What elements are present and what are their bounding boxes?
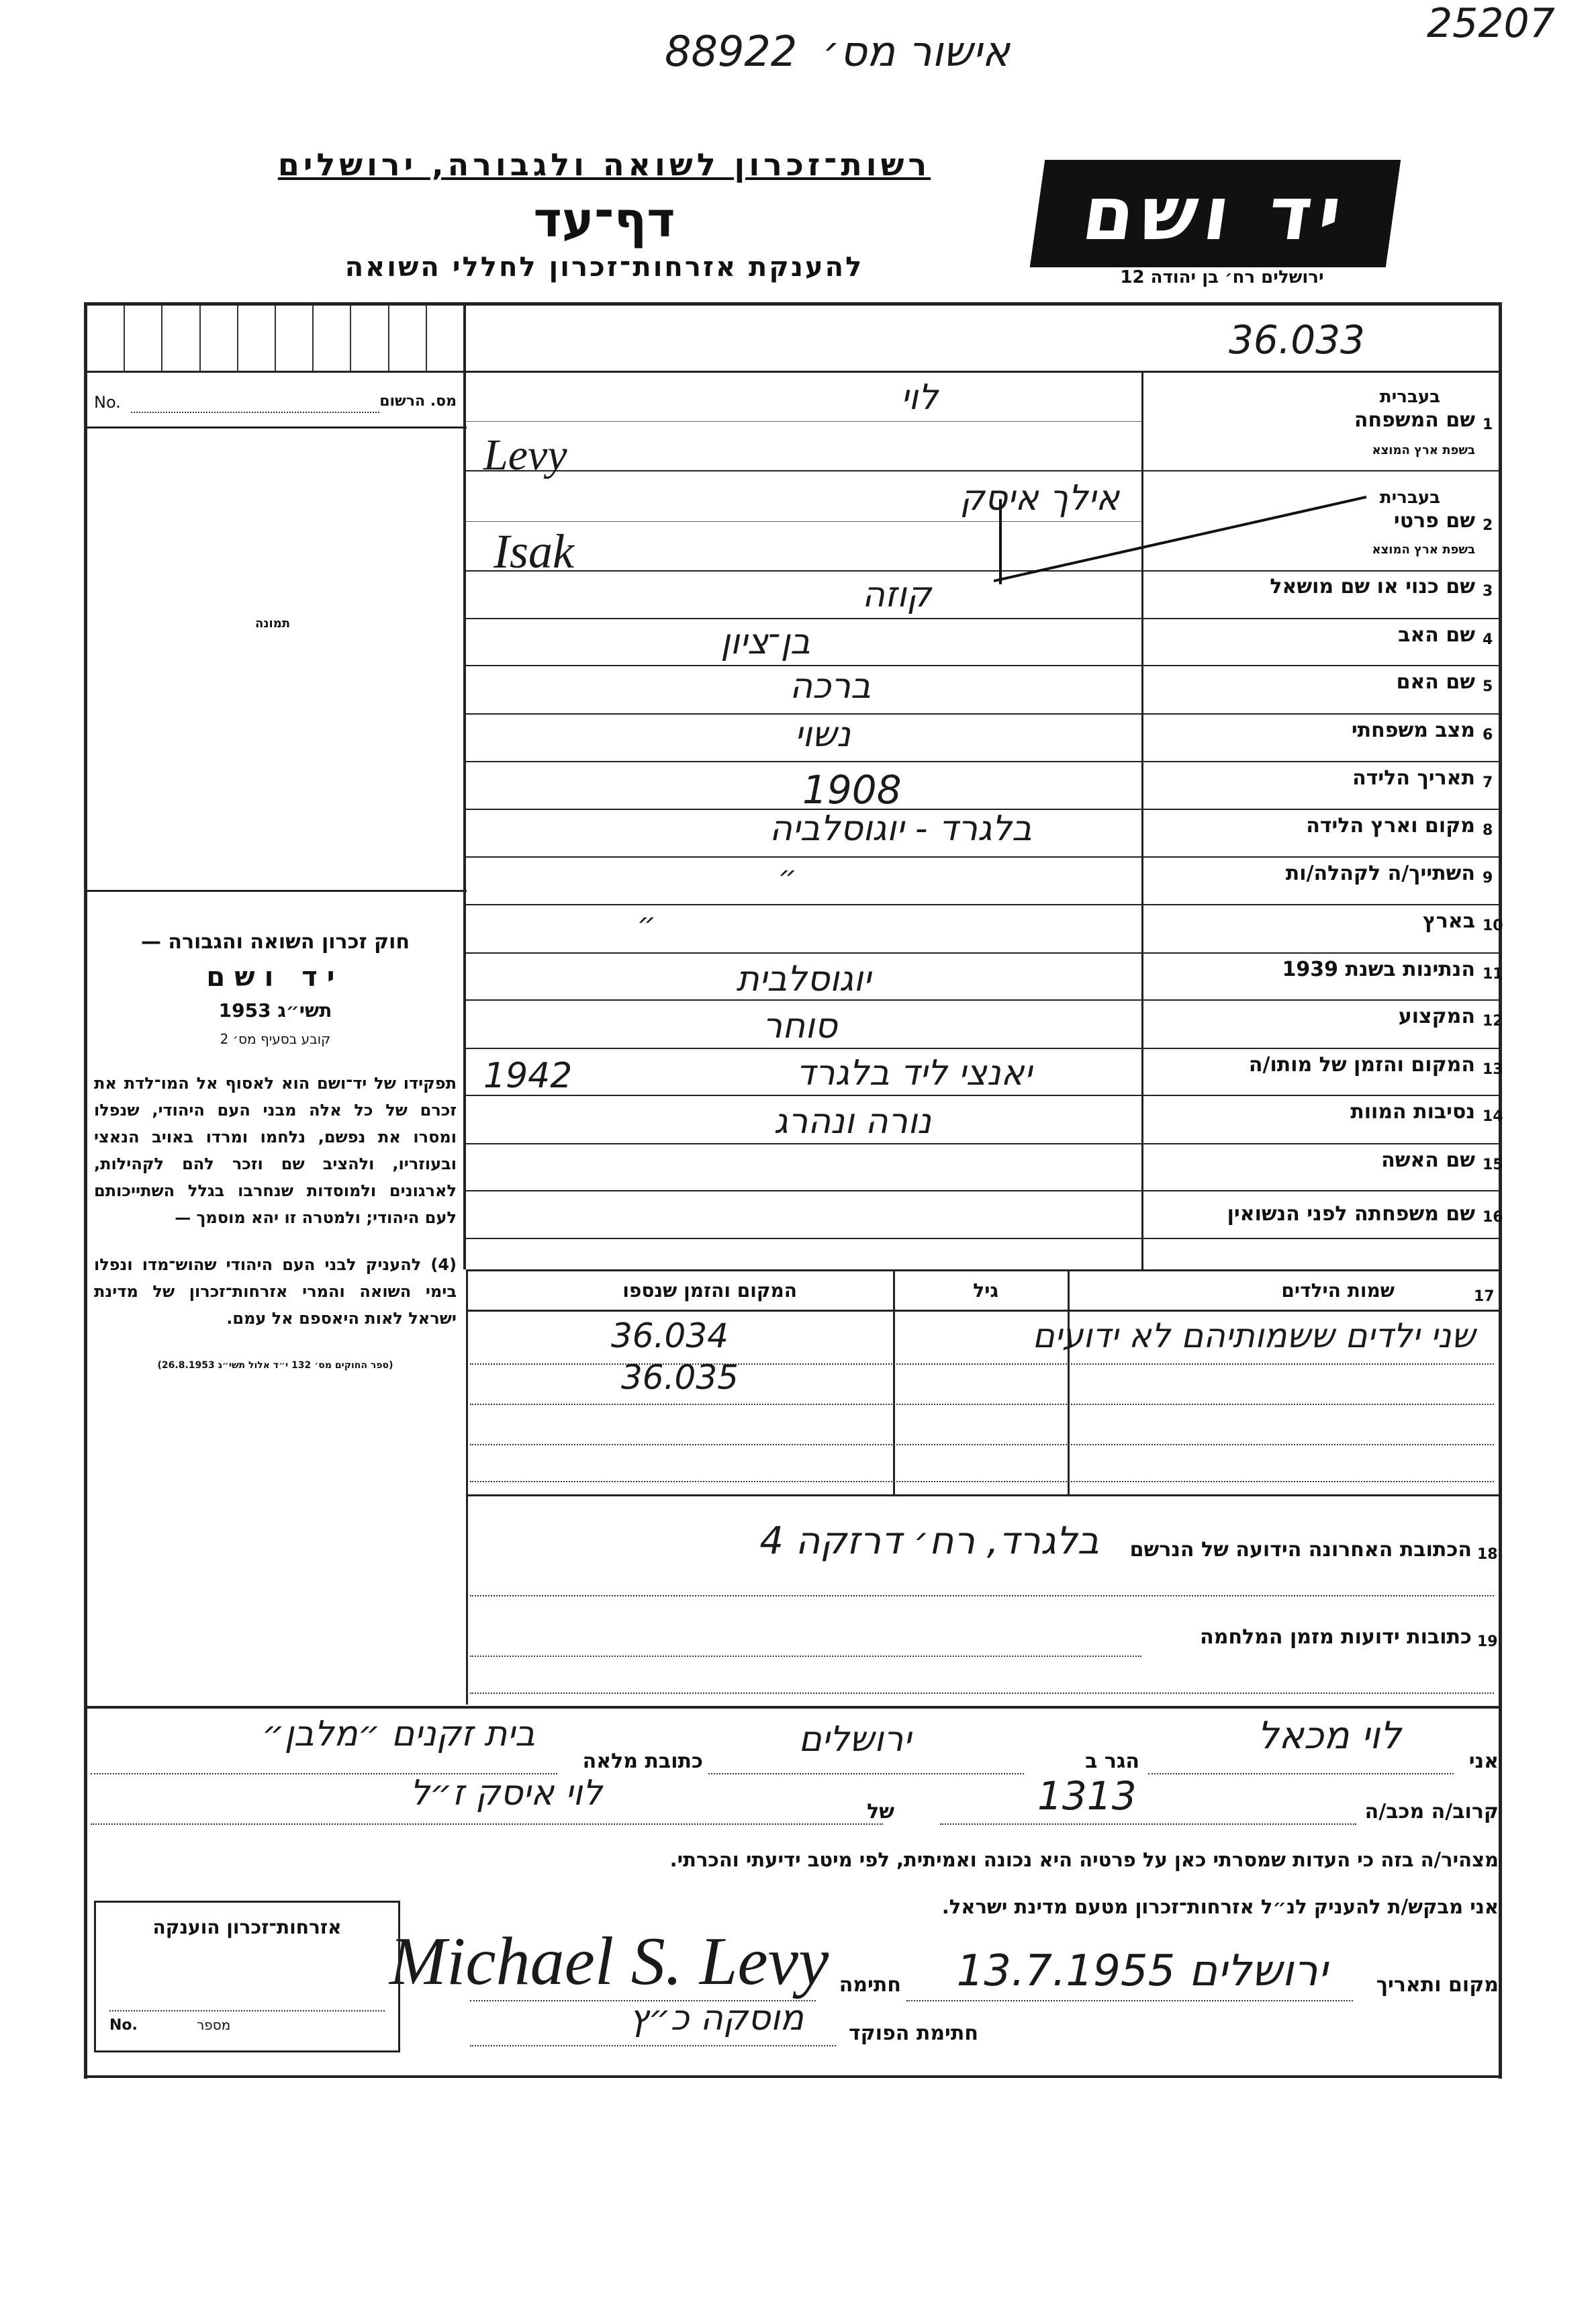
children-ref-1: 36.034 bbox=[611, 1316, 729, 1355]
law-section bbox=[94, 930, 457, 1371]
record-number: 36.033 bbox=[1229, 317, 1365, 363]
field-16-label: שם משפחתה לפני הנשואין bbox=[1227, 1202, 1475, 1226]
request-text: אני מבקש/ת להעניק לנ״ל אזרחות־זכרון מטעם מדינת ישראל. bbox=[941, 1895, 1499, 1918]
grant-number-en: No. bbox=[109, 2017, 138, 2034]
approval-number-value: 88922 bbox=[665, 27, 798, 76]
field-14-value: נורה ונהרג bbox=[773, 1101, 931, 1142]
logo-address: ירושלים רח׳ בן יהודה 12 bbox=[1120, 267, 1324, 287]
yad-vashem-logo bbox=[1030, 160, 1401, 267]
children-num: 17 bbox=[1474, 1288, 1495, 1305]
reg-boxes bbox=[87, 306, 463, 371]
children-col-age: גיל bbox=[973, 1279, 998, 1302]
field-11-value: יוגוסלבית bbox=[736, 959, 871, 999]
field-12-label: המקצוע bbox=[1398, 1005, 1475, 1028]
declarant-full-address-label: כתובת מלאה bbox=[582, 1750, 703, 1773]
children-entry: שני ילדים ששמותיהם לא ידועים bbox=[1032, 1316, 1475, 1355]
place-date-label: מקום ותאריך bbox=[1376, 1973, 1499, 1997]
strike-line bbox=[994, 494, 1370, 588]
frame-right bbox=[1499, 302, 1502, 2079]
field-15-label: שם האשה bbox=[1381, 1148, 1475, 1172]
field-6-num: 6 bbox=[1483, 727, 1493, 743]
field-2-value-native: Isak bbox=[494, 525, 574, 578]
field-8-num: 8 bbox=[1483, 822, 1493, 839]
field-1-sub-native: בשפת ארץ המוצא bbox=[1372, 443, 1475, 457]
field-7-num: 7 bbox=[1483, 774, 1493, 791]
address-last-value: בלגרד, רח׳ דרזקה 4 bbox=[759, 1519, 1099, 1563]
declarant-of-label: של bbox=[867, 1800, 894, 1823]
declarant-name: לוי מכאל bbox=[1257, 1714, 1401, 1758]
field-10-num: 10 bbox=[1483, 917, 1503, 934]
field-7-label: תאריך הלידה bbox=[1352, 766, 1475, 790]
signature-label: חתימה bbox=[839, 1973, 901, 1997]
field-9-num: 9 bbox=[1483, 870, 1493, 887]
field-5-value: ברכה bbox=[790, 666, 871, 707]
place-date-value: ירושלים 13.7.1955 bbox=[956, 1946, 1327, 1996]
field-7-value: 1908 bbox=[802, 767, 902, 813]
declarant-full-address: בית זקנים ״מלבן״ bbox=[262, 1714, 535, 1754]
declarant-of-value: לוי איסק ז״ל bbox=[410, 1773, 602, 1813]
field-6-label: מצב משפחתי bbox=[1351, 719, 1475, 742]
form-title: דף־עד bbox=[533, 191, 675, 248]
field-1-num: 1 bbox=[1483, 416, 1493, 433]
grant-box-title: אזרחות־זכרון הוענקה bbox=[152, 1916, 342, 1938]
law-clause: קובע בסעיף מס׳ 2 bbox=[220, 1031, 331, 1047]
reg-box-bottom bbox=[84, 371, 467, 373]
field-4-label: שם האב bbox=[1398, 623, 1475, 647]
field-4-value: בן־ציון bbox=[720, 622, 810, 662]
field-12-value: סוחר bbox=[762, 1006, 837, 1046]
law-paragraph-1: תפקידו של יד־ושם הוא לאסוף אל המו־לדת את זכרם של כל אלה מבני העם היהודי, שנפלו ומסרו את נפשם, נלחמו ומרדו באויב הנאצי ובעוזריו, ולהציב שם וזכר להם לקהילות, לארגונים ולמוסדות שנחרבו בגלל השתייכותם לעם היהודי; ולמטרה זו יהא מוסמך — bbox=[94, 1074, 457, 1227]
field-10-value: ״ bbox=[637, 907, 656, 941]
declarant-relation: 1313 bbox=[1037, 1773, 1137, 1819]
field-12-num: 12 bbox=[1483, 1013, 1503, 1030]
address-last-num: 18 bbox=[1477, 1546, 1498, 1563]
field-2-sub-native: בשפת ארץ המוצא bbox=[1372, 543, 1475, 557]
declarant-i-label: אני bbox=[1468, 1750, 1499, 1773]
field-2-value-he: אילך איסק bbox=[959, 478, 1119, 518]
address-last-label: הכתובת האחרונה הידועה של הנרשם bbox=[1129, 1538, 1472, 1562]
officer-label: חתימת הפוקד bbox=[849, 2022, 978, 2045]
field-3-value: קוזה bbox=[861, 575, 931, 615]
record-row-line bbox=[466, 371, 1499, 373]
law-title: חוק זכרון השואה והגבורה — bbox=[140, 930, 410, 954]
field-8-value: בלגרד - יוגוסלביה bbox=[769, 809, 1032, 849]
field-1-value-native: Levy bbox=[483, 431, 567, 480]
children-ref-2: 36.035 bbox=[621, 1358, 739, 1397]
frame-bottom bbox=[84, 2075, 1502, 2078]
field-3-label: שם כנוי או שם מושאל bbox=[1270, 575, 1475, 598]
field-2-label: שם פרטי bbox=[1393, 509, 1475, 533]
reg-no-field bbox=[94, 393, 457, 420]
law-year: תשי״ג 1953 bbox=[218, 999, 332, 1022]
children-col-place: המקום והזמן שנספו bbox=[622, 1279, 797, 1302]
field-6-value: נשוי bbox=[794, 715, 851, 755]
form-subtitle: להענקת אזרחות־זכרון לחללי השואה bbox=[344, 252, 864, 283]
field-1-value-he: לוי bbox=[900, 377, 938, 418]
logo-text: יד ושם bbox=[1077, 171, 1354, 257]
grant-number-label: מספר bbox=[197, 2017, 231, 2033]
field-16-num: 16 bbox=[1483, 1209, 1503, 1226]
signature: Michael S. Levy bbox=[389, 1924, 829, 1999]
field-2-sub-he: בעברית bbox=[1379, 488, 1440, 508]
approval-number bbox=[665, 27, 1010, 76]
field-13-num: 13 bbox=[1483, 1061, 1503, 1078]
field-15-num: 15 bbox=[1483, 1157, 1503, 1173]
field-10-label: בארץ bbox=[1422, 909, 1475, 933]
photo-label: תמונה bbox=[255, 617, 291, 631]
field-5-num: 5 bbox=[1483, 678, 1493, 695]
reg-no-label: מס. הרשום bbox=[379, 393, 457, 410]
field-11-num: 11 bbox=[1483, 966, 1503, 983]
field-11-label: הנתינות בשנת 1939 bbox=[1282, 958, 1475, 981]
photo-box-bottom bbox=[84, 890, 467, 892]
declaration-text: מצהיר/ה בזה כי העדות שמסרתי כאן על פרטיה היא נכונה ואמיתית, לפי מיטב ידיעתי והכרתי. bbox=[669, 1848, 1499, 1871]
declarant-lives-label: הגר ב bbox=[1085, 1750, 1139, 1773]
field-14-label: נסיבות המוות bbox=[1350, 1100, 1475, 1124]
photo-box-top bbox=[84, 426, 467, 428]
approval-number-label: אישור מס׳ bbox=[822, 27, 1010, 76]
declarant-city: ירושלים bbox=[798, 1719, 911, 1760]
law-name: יד ושם bbox=[206, 962, 344, 993]
archive-number: 25207 bbox=[1427, 0, 1555, 47]
field-1-label: שם המשפחה bbox=[1354, 408, 1475, 432]
authority-title: רשות־זכרון לשואה ולגבורה, ירושלים bbox=[277, 146, 931, 183]
field-13-year: 1942 bbox=[483, 1056, 573, 1096]
law-paragraph-2: (4) להעניק לבני העם היהודי שהוש־מדו ונפלו בימי השואה והמרי אזרחות־זכרון של מדינת ישראל לאות היאספם אל עמם. bbox=[94, 1255, 457, 1328]
reg-box-divider bbox=[463, 302, 466, 1269]
field-13-label: המקום והזמן של מותו/ה bbox=[1248, 1053, 1475, 1077]
field-8-label: מקום וארץ הלידה bbox=[1306, 814, 1475, 838]
field-5-label: שם האם bbox=[1396, 670, 1475, 694]
field-9-value: ״ bbox=[778, 860, 797, 894]
grant-box bbox=[94, 1901, 400, 2052]
children-col-names: שמות הילדים bbox=[1281, 1279, 1395, 1302]
reg-no-en: No. bbox=[94, 393, 121, 412]
field-13-value: יאנצי ליד בלגרד bbox=[796, 1053, 1032, 1093]
address-war-label: כתובות ידועות מזמן המלחמה bbox=[1200, 1625, 1472, 1649]
field-4-num: 4 bbox=[1483, 631, 1493, 648]
field-1-sub-he: בעברית bbox=[1379, 387, 1440, 407]
field-2-num: 2 bbox=[1483, 517, 1493, 534]
frame-left bbox=[84, 302, 87, 2079]
officer-signature: מוסקה כ״ץ bbox=[629, 1998, 804, 2038]
address-war-num: 19 bbox=[1477, 1633, 1498, 1650]
declarant-relation-label: קרוב/ה מכב/ה bbox=[1364, 1800, 1499, 1823]
law-source: (ספר החוקים מס׳ 132 י״ד אלול תשי״ג 26.8.1953) bbox=[157, 1360, 393, 1371]
field-14-num: 14 bbox=[1483, 1108, 1503, 1125]
field-3-num: 3 bbox=[1483, 583, 1493, 600]
field-9-label: השתייך/ה לקהלה/ות bbox=[1285, 862, 1475, 885]
